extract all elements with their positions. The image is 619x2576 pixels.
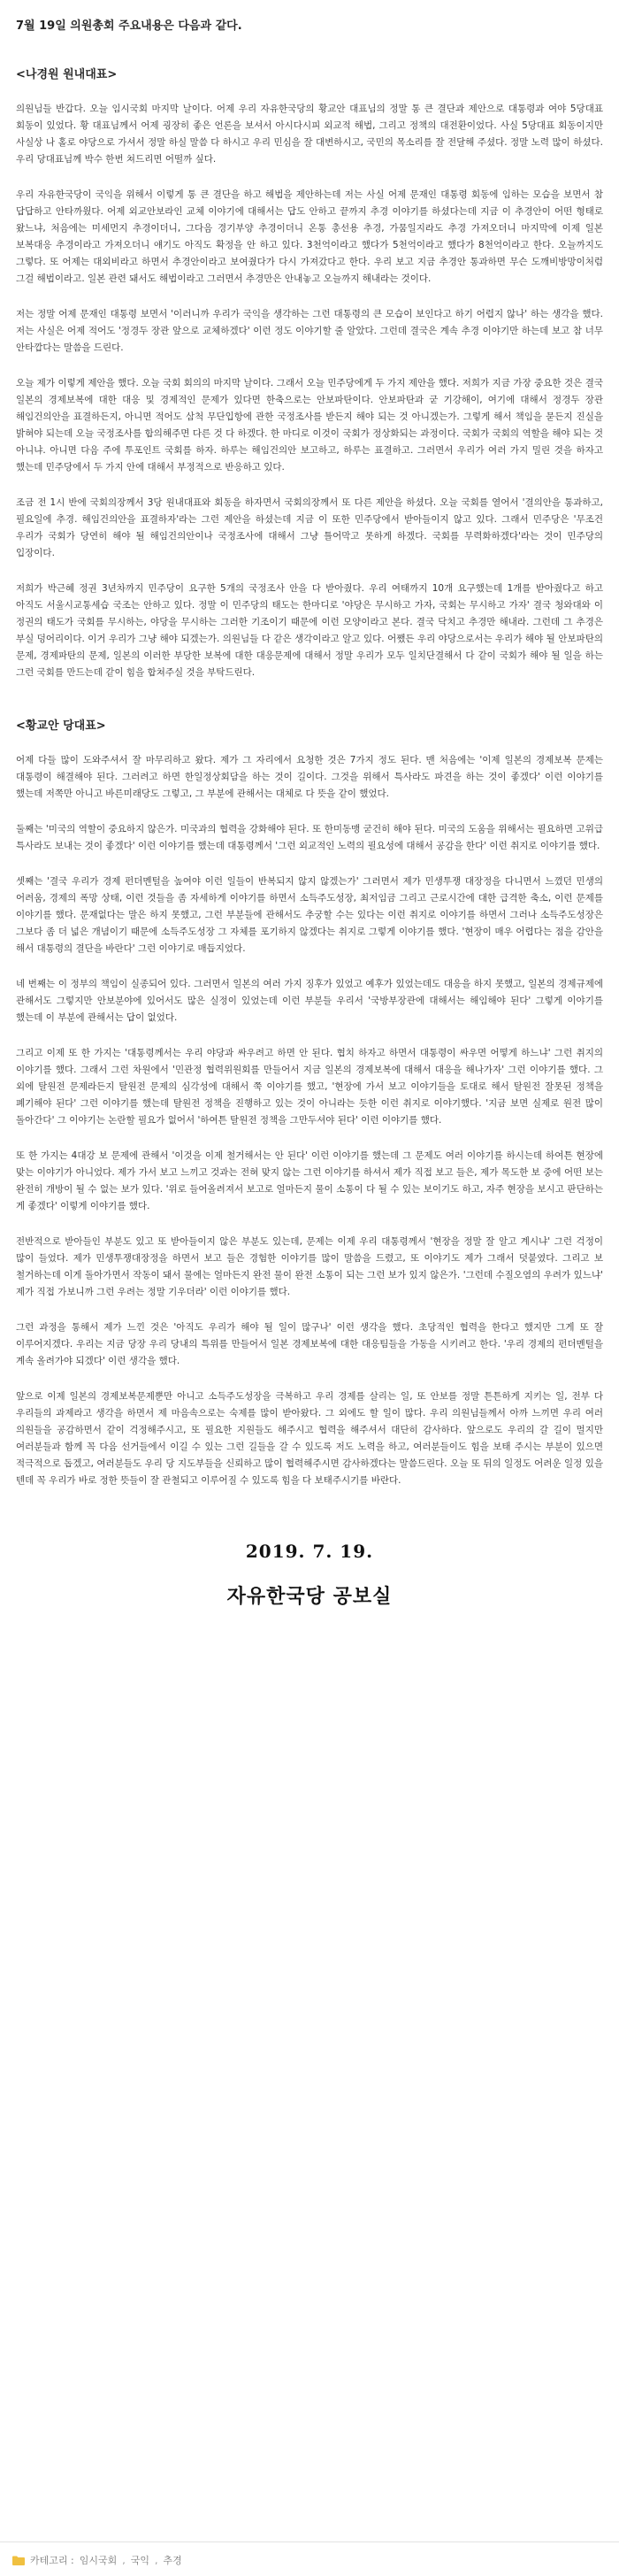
folder-icon: [12, 2556, 25, 2565]
paragraph: 어제 다들 많이 도와주셔서 잘 마무리하고 왔다. 제가 그 자리에서 요청한 것은 7가지 정도 된다. 맨 처음에는 '이제 일본의 경제보복 문제는 대통령이 해결해야 된다. 그러려고 하면 한일정상회담을 하는 것이 길이다. 그것을 위해서 특사라도 파견을 하는 것이 좋겠다' 이런 이야기를 했는데 저쪽만 아니고 바른미래당도 그렇고, 그 부분에 관해서는 대체로 다 뜻을 같이 했었다.: [16, 755, 603, 799]
paragraph: 전반적으로 받아들인 부분도 있고 또 받아들이지 않은 부분도 있는데, 문제는 이제 우리 대통령께서 '현장을 정말 잘 알고 계시냐' 그런 걱정이 많이 들었다. 제가 민생투쟁대장정을 하면서 보고 들은 경험한 이야기를 많이 말씀을 드렸고, 또 이야기도 제가 그래서 덧붙였다. 그리고 보 철거하는데 이게 돌아가면서 작동이 돼서 물에는 얼마든지 완전 물이 완전 소통이 되는 그런 보가 있지 않은가. '그런데 수질오염의 우려가 있느냐' 제가 직접 가보니까 그런 우려는 정말 기우더라' 이런 이야기를 했다.: [16, 1236, 603, 1297]
section-na-kyung-won: [16, 65, 603, 681]
section-hwang-kyo-ahn: [16, 716, 603, 1489]
paragraph: 저희가 박근혜 정권 3년차까지 민주당이 요구한 5개의 국정조사 안을 다 받아줬다. 우리 여태까지 10개 요구했는데 1개를 받아줬다고 하고 아직도 서울시교통세습 국조는 안하고 있다. 정말 이 민주당의 태도는 한마디로 '야당은 무시하고 가자, 국회는 무시하고 가자' 결국 청와대와 이 정권의 태도가 국회를 무시하는, 야당을 무시하는 그러한 기조이기 때문에 이런 모양이라고 본다. 결국 닥치고 추경만 해내라. 그런데 그 추경은 부실 덩어리이다. 이거 우리가 그냥 해야 되겠는가. 의원님들 다 같은 생각이라고 알고 있다. 어쨌든 우리 야당으로서는 우리가 해야 될 안보파탄의 문제, 경제파탄의 문제, 일본의 이러한 부당한 보복에 대한 대응문제에 대해서 정말 우리가 모두 일치단결해서 다 같이 국회가 해야 될 일을 하는 그런 국회를 만드는데 같이 힘을 합쳐주실 것을 부탁드린다.: [16, 583, 603, 678]
category-footer: [0, 2541, 619, 2567]
category-separator: ,: [155, 2554, 158, 2566]
category-label: 카테고리 :: [30, 2555, 74, 2566]
closing-signature: [16, 1541, 603, 1609]
paragraph: 우리 자유한국당이 국익을 위해서 이렇게 통 큰 결단을 하고 해법을 제안하는데 저는 사실 어제 문재인 대통령 회동에 임하는 모습을 보면서 참 답답하고 안타까웠다. 어제 외교안보라인 교체 이야기에 대해서는 답도 안하고 끝까지 추경 이야기를 하셨다는데 지금 이 추경안이 어떤 형태로 왔느냐, 처음에는 미세먼지 추경이더니, 그다음 경기부양 추경이더니 온통 총선용 추경, 가뭄일지라도 추경 가져오더니 마지막에 이제 일본 보복대응 추경이라고 가져오더니 얘기도 아직도 확정을 안 하고 있다. 3천억이라고 했다가 5천억이라고 했다가 8천억이라고 한다. 오늘까지도 그렇다. 또 어제는 대외비라고 하면서 추경안이라고 보여줬다가 다시 가져갔다고 한다. 우리 보고 지금 추경안 통과하면 무슨 도깨비방망이처럼 그걸 해법이라고. 일본 관련 돼서도 해법이라고 그러면서 추경만은 안내놓고 오늘까지 해내라는 것이다.: [16, 189, 603, 284]
category-separator: ,: [122, 2554, 126, 2566]
paragraph: 둘째는 '미국의 역할이 중요하지 않은가. 미국과의 협력을 강화해야 된다. 또 한미동맹 굳건히 해야 된다. 미국의 도움을 위해서는 필요하면 고위급 특사라도 보내는 것이 좋겠다' 이런 이야기를 했는데 대통령께서 '그런 외교적인 노력의 필요성에 대해서 공감을 한다' 이런 취지로 이야기를 했다.: [16, 824, 603, 851]
paragraph: 네 번째는 이 정부의 책임이 실종되어 있다. 그러면서 일본의 여러 가지 징후가 있었고 예후가 있었는데도 대응을 하지 못했고, 일본의 경제규제에 관해서도 그렇지만 안보분야에 있어서도 많은 실정이 있었는데 이런 부분들 우리서 '국방부장관에 대해서는 해임해야 된다' 그렇게 이야기를 했는데 이 부분에 관해서는 답이 없었다.: [16, 979, 603, 1023]
paragraph: 셋째는 '결국 우리가 경제 펀더멘털을 높여야 이런 일들이 반복되지 않지 않겠는가' 그러면서 제가 민생투쟁 대장정을 다니면서 느꼈던 민생의 어려움, 경제의 폭망 상태, 이런 것들을 좀 자세하게 이야기를 하면서 소득주도성장, 최저임금 그리고 근로시간에 대한 급격한 축소, 이런 문제를 이야기를 했다. 문재없다는 말은 하지 못했고, 그런 부분들에 관해서도 추궁할 수는 있다는 이런 취지로 이야기를 하면서 그러나 소득주도성장은 그보다 좀 더 넓은 개념이기 때문에 소득주도성장 그 자체를 포기하지 않겠다는 취지로 그렇게 이야기를 했다. '현장이 매우 어렵다는 점을 감안을 해서 대통령의 결단을 바란다' 그런 이야기로 매듭지었다.: [16, 876, 603, 954]
paragraph: 또 한 가지는 4대강 보 문제에 관해서 '이것을 이제 철거해서는 안 된다' 이런 이야기를 했는데 그 문제도 여러 이야기를 하시는데 하여튼 현장에 맞는 이야기가 아니었다. 제가 가서 보고 느끼고 것과는 전혀 맞지 않는 그런 이야기를 하셔서 제가 직접 보고 들은, 제가 목도한 보 중에 어떤 보는 완전히 개방이 될 수 없는 보가 있다. '위로 들어올려져서 보고로 얼마든지 물이 소통이 다 될 수 있는 보이기도 하고, 자주 현장을 보시고 판단하는 게 좋겠다' 이렇게 이야기를 했다.: [16, 1150, 603, 1211]
section-spacer: [16, 700, 603, 716]
paragraph: 그리고 이제 또 한 가지는 '대통령께서는 우리 야당과 싸우려고 하면 안 된다. 협치 하자고 하면서 대통령이 싸우면 어떻게 하느냐' 그런 취지의 이야기를 했다. 그래서 그런 차원에서 '민관정 협력위원회를 만들어서 지금 일본의 경제보복에 대해서 대응을 해나가자' 그런 이야기를 했다. 그 외에 탈원전 문제라든지 탈원전 문제의 심각성에 대해서 쭉 이야기를 했고, '현장에 가서 보고 이야기들을 토대로 해서 탈원전 잘못된 정책을 폐기해야 된다' 그런 이야기를 했는데 탈원전 정책을 진행하고 있는 것이 아니라는 듯한 이런 취지로 이야기했다. '지금 보면 실제로 원전 많이 돌아간다' 그 이야기는 논란할 필요가 없어서 '하여튼 탈원전 정책을 그만두셔야 된다' 이런 이야기를 했다.: [16, 1048, 603, 1126]
paragraph: 앞으로 이제 일본의 경제보복문제뿐만 아니고 소득주도성장을 극복하고 우리 경제를 살리는 일, 또 안보를 정말 튼튼하게 지키는 일, 전부 다 우리들의 과제라고 생각을 하면서 제 마음속으로는 숙제를 많이 받아왔다. 그 외에도 할 일이 많다. 우리 의원님들께서 아까 느끼면 우리 여러 의원들을 공감하면서 같이 걱정해주시고, 또 필요한 지원들도 해주시고 협력을 해주셔서 대단히 감사하다. 앞으로도 우리의 갈 길이 멀지만 여러분들과 함께 꼭 다음 선거들에서 이길 수 있는 그런 길들을 갈 수 있도록 저도 노력을 하고, 여러분들이도 힘을 보태 주시는 부분이 있으면 적극적으로 돕겠고, 여러분들도 우리 당 지도부들을 신뢰하고 많이 협력해주시면 감사하겠다는 말씀드린다. 오늘 또 뒤의 일정도 어려운 일정 있을 텐데 꼭 우리가 바로 정한 뜻들이 잘 관철되고 이루어질 수 있도록 힘을 다 보태주시기를 바란다.: [16, 1391, 603, 1486]
category-link-chugyeong[interactable]: 추경: [163, 2555, 182, 2566]
category-link-gugik[interactable]: 국익: [130, 2555, 149, 2566]
category-link-imsi-gukhoe[interactable]: 임시국회: [79, 2555, 118, 2566]
paragraph: 그런 과정을 통해서 제가 느낀 것은 '아직도 우리가 해야 될 일이 많구나' 이런 생각을 했다. 초당적인 협력을 한다고 했지만 그게 또 잘 이루어지겠다. 우리는 지금 당장 우리 당내의 특위를 만들어서 일본 경제보복에 대한 대응팀들을 가동을 시키려고 한다. '우리 경제의 펀더멘털을 계속 올려가야 되겠다' 이런 생각을 했다.: [16, 1322, 603, 1366]
closing-date: 2019. 7. 19.: [245, 1541, 374, 1562]
paragraph: 저는 정말 어제 문재인 대통령 보면서 '이러니까 우리가 국익을 생각하는 그런 대통령의 큰 모습이 보인다고 하기 어렵지 않나' 하는 생각을 했다. 저는 사실은 어제 적어도 '정경두 장관 앞으로 교체하겠다' 이런 정도 이야기할 줄 알았다. 그런데 결국은 계속 추경 이야기만 하는데 보고 참 너무 안타깝다는 말씀을 드린다.: [16, 309, 603, 353]
section-title: <황교안 당대표>: [16, 719, 106, 733]
paragraph: 오늘 제가 이렇게 제안을 했다. 오늘 국회 회의의 마지막 날이다. 그래서 오늘 민주당에게 두 가지 제안을 했다. 저희가 지금 가장 중요한 것은 결국 일본의 경제보복에 대한 대응 및 경제적인 문제가 있다면 한축으로는 안보파탄이다. 안보파탄과 굳 기강해이, 여기에 대해서 정경두 장관 해임건의안을 표결하든지, 아니면 적어도 삼척 무단입항에 관한 국정조사를 받든지 해야 되는 것 아니겠는가. 그렇게 해서 책임을 묻든지 진실을 밝혀야 되는데 오늘 국정조사를 합의해주면 다른 것 다 하겠다. 한 마디로 이것이 국회가 정상화되는 과정이다. 국회가 국회의 역할을 해야 되는 것 아니냐. 아니면 다음 주에 투포인트 국회를 하자. 하루는 해임건의안 보고하고, 하루는 표결하고. 그러면서 우리가 여러 가지 밀린 것을 하자고 했는데 민주당에서 두 가지 안에 대해서 부정적으로 반응하고 있다.: [16, 378, 603, 473]
paragraph: 조금 전 1시 반에 국회의장께서 3당 원내대표와 회동을 하자면서 국회의장께서 또 다른 제안을 하셨다. 오늘 국회를 열어서 '결의안을 통과하고, 필요일에 추경. 해임건의안을 표결하자'라는 그런 제안을 하셨는데 지금 이 또한 민주당에서 받아들이지 않고 있다. 그래서 민주당은 '무조건 우리가 국회가 당연히 해야 될 해임건의안이나 국정조사에 대해서 그냥 틀어막고 못하게 하겠다. 국회를 무력화하겠다'라는 것이 민주당의 입장이다.: [16, 497, 603, 558]
paragraph: 의원님들 반갑다. 오늘 임시국회 마지막 날이다. 어제 우리 자유한국당의 황교안 대표님의 정말 통 큰 결단과 제안으로 대통령과 여야 5당대표 회동이 있었다. 황 대표님께서 어제 굉장히 좋은 언론을 보셔서 아시다시피 외교적 해법, 그리고 정책의 대전환이었다. 사실 5당대표 회동이지만 사실상 나 홀로 야당으로 가셔서 정말 하실 말씀 다 하시고 우리 민심을 잘 대변하시고, 국민의 목소리를 잘 전달해 주셨다. 정말 노력 많이 하셨다. 우리 당대표님께 박수 한번 쳐드리면 어떨까 싶다.: [16, 104, 603, 165]
closing-org: 자유한국당 공보실: [226, 1586, 393, 1608]
intro-heading: 7월 19일 의원총회 주요내용은 다음과 같다.: [16, 19, 242, 33]
section-title: <나경원 원내대표>: [16, 68, 118, 81]
